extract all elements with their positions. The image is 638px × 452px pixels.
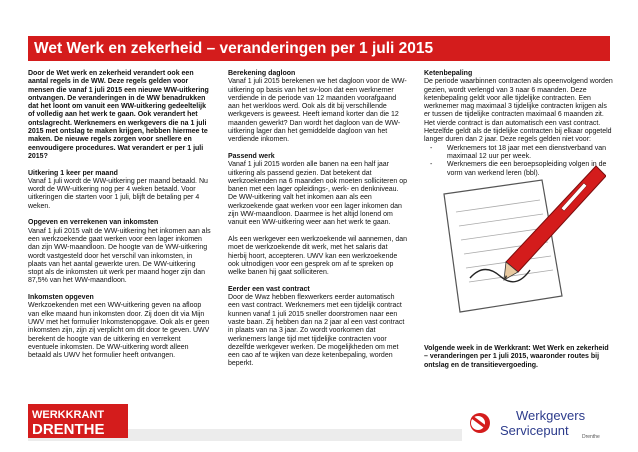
section-body: Door de Wwz hebben flexwerkers eerder automatisch een vast contract. Werknemers met een tijdelijk contract kunnen vanaf 1 juli 2015 sneller doorstromen naar een vaste baan. Zij hebben dan na 2 jaar al een vast contract in plaats van na 3 jaar. Zo wordt voorkomen dat werknemers lange tijd met tijdelijke contracten voor dezelfde werkgever werken. De mogelijkheden om met een cao af te wijken van deze ketenbepaling, worden beperkt.: [228, 294, 405, 368]
next-week-note: [424, 345, 614, 378]
page-title: Wet Werk en zekerheid – veranderingen per 1 juli 2015: [28, 36, 610, 61]
next-week-text: Volgende week in de Werkkrant: Wet Werk en zekerheid – veranderingen per 1 juli 2015, waaronder routes bij ontslag en de transitievergoeding.: [424, 345, 609, 369]
section-title: Berekening dagloon: [228, 70, 296, 77]
section-body: Vanaf 1 juli wordt de WW-uitkering per maand betaald. Nu wordt de WW-uitkering nog per 4 weken betaald. Voor uitkeringen die starten voor 1 juli, blijft de betaling per 4 weken.: [28, 177, 208, 210]
column-left: [28, 70, 212, 369]
list-item: - Werknemers die een beroepsopleiding volgen in de vorm van werkend leren (bbl).: [424, 161, 614, 178]
svg-text:Werkgevers: Werkgevers: [516, 408, 586, 423]
section-title: Eerder een vast contract: [228, 285, 310, 293]
intro-text: Door de Wet werk en zekerheid verandert ook een aantal regels in de WW. Deze regels gelden voor mensen die vanaf 1 juli 2015 een nieuwe WW-uitkering ontvangen. De veranderingen in de WW benadrukken dat het loont om vanuit een WW-uitkering gedeeltelijk of volledig aan het werk te gaan. Ook verandert het ontslagrecht. Werknemers en werkgevers die na 1 juli 2015 met ontslag te maken krijgen, hebben hiermee te maken. De nieuwe regels zorgen voor snellere en eenvoudigere procedures. Wat verandert er per 1 juli 2015?: [28, 70, 209, 160]
svg-text:WERKKRANT: WERKKRANT: [32, 409, 105, 421]
section-body: Werkzoekenden met een WW-uitkering geven na afloop van elke maand hun inkomsten door. Zij doen dit via Mijn UWV met het formulier Inkomstenopgave. Ook als er geen inkomsten zijn, zijn zij verplicht om dit door te geven. UWV berekent de hoogte van de uitkering en verrekent eventuele inkomsten. De WW-uitkering wordt alleen betaald als UWV het formulier heeft ontvangen.: [28, 302, 210, 360]
section-title: Passend werk: [228, 152, 275, 160]
section-body: Vanaf 1 juli 2015 valt de WW-uitkering het inkomen aan als een werkzoekende gaat werken voor een lager inkomen dan zijn WW-maandloon. De hoogte van de WW-uitkering wordt vastgesteld door het verschil van inkomsten, in plaats van het aantal gewerkte uren. De WW-uitkering stopt als de inkomsten uit werk per maand hoger zijn dan 87,5% van het WW-maandloon.: [28, 227, 211, 285]
column-middle: [228, 70, 408, 377]
section-body: Vanaf 1 juli 2015 worden alle banen na een half jaar uitkering als passend gezien. Dat betekent dat werkzoekenden na 6 maanden ook moeten solliciteren op banen met een lager opleidings-, werk- en denkniveau. De WW-uitkering valt het inkomen aan als een werkzoekende gaat werken voor een lager inkomen dan zijn WW-maandloon. Daarmee is het altijd lonend om vanuit een WW-uitkering weer aan het werk te gaan.: [228, 161, 408, 227]
section-body: Als een werkgever een werkzoekende wil aannemen, dan moet de werkzoekende dit werk, met het salaris dat hierbij hoort, accepteren. UWV kan een werkzoekende ook uitnodigen voor een gesprek om af te spreken op welke banen hij gaat solliciteren.: [228, 235, 407, 277]
list-item: - Werknemers tot 18 jaar met een dienstverband van maximaal 12 uur per week.: [424, 145, 614, 162]
section-body: Vanaf 1 juli 2015 berekenen we het dagloon voor de WW-uitkering op basis van het sv-loon dat een werknemer verdiende in de periode van 12 maanden voorafgaand aan het werkloos werd. Ook als dit bij verschillende werkgevers is geweest. Heeft iemand korter dan die 12 maanden gewerkt? Dan wordt het dagloon van de WW-uitkering lager dan het gemiddelde dagloon van het verdiende inkomen.: [228, 78, 407, 144]
section-title: Inkomsten opgeven: [28, 294, 94, 302]
svg-text:Drenthe: Drenthe: [582, 434, 600, 440]
logo-mark-icon: [470, 413, 490, 433]
werkkrant-drenthe-logo: [28, 404, 136, 442]
section-title: Opgeven en verrekenen van inkomsten: [28, 219, 159, 227]
section-title: Ketenbepaling: [424, 70, 473, 77]
section-title: Uitkering 1 keer per maand: [28, 169, 118, 177]
paper-sheet: [444, 180, 562, 312]
svg-text:DRENTHE: DRENTHE: [32, 421, 105, 438]
paper-pen-illustration: [430, 160, 606, 320]
section-body: De periode waarbinnen contracten als opeenvolgend worden gezien, wordt verlengd van 3 naar 6 maanden. Deze ketenbepaling geldt voor alle tijdelijke contracten. Een werknemer mag maximaal 3 tijdelijke contracten krijgen als er tussen de tijdelijke contracten maximaal 6 maanden zit. Het vierde contract is dan automatisch een vast contract. Hetzelfde geldt als de tijdelijke contracten bij elkaar opgeteld langer duren dan 2 jaar. Deze regels gelden niet voor:: [424, 78, 613, 144]
svg-text:Servicepunt: Servicepunt: [500, 423, 569, 438]
werkgevers-servicepunt-logo: [462, 403, 610, 441]
